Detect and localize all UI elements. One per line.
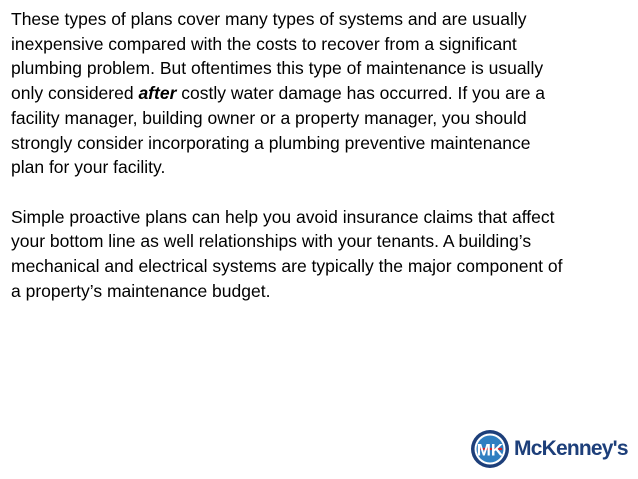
- paragraph-1-line-4-after: costly water damage has occurred. If you are a: [176, 83, 546, 104]
- paragraph-1-line-4: [11, 81, 633, 106]
- paragraph-1-line-5: facility manager, building owner or a property manager, you should: [11, 107, 527, 128]
- paragraph-1-line-4-before: only considered: [11, 83, 139, 104]
- paragraph-1-line-3: plumbing problem. But oftentimes this type of maintenance is usually: [11, 58, 544, 79]
- paragraph-2-line-1: Simple proactive plans can help you avoid insurance claims that affect: [11, 206, 555, 227]
- paragraph-2-line-3: mechanical and electrical systems are typically the major component of: [11, 256, 563, 277]
- paragraph-2-line-4: a property’s maintenance budget.: [11, 280, 271, 301]
- paragraph-1-line-7: plan for your facility.: [11, 157, 166, 178]
- paragraph-2-line-2: your bottom line as well relationships with your tenants. A building’s: [11, 231, 532, 252]
- paragraph-1-line-6: strongly consider incorporating a plumbing preventive maintenance: [11, 132, 531, 153]
- logo-wordmark: McKenney's: [514, 437, 628, 460]
- emphasized-word: after: [138, 83, 177, 104]
- monogram-text: MK: [476, 440, 504, 460]
- paragraph-1-line-2: inexpensive compared with the costs to recover from a significant: [11, 33, 517, 54]
- slide-body-text: [11, 7, 633, 303]
- mk-monogram-icon: [470, 429, 510, 469]
- paragraph-spacer: [11, 180, 633, 205]
- company-logo: [470, 428, 634, 470]
- paragraph-1-line-1: These types of plans cover many types of systems and are usually: [11, 9, 527, 29]
